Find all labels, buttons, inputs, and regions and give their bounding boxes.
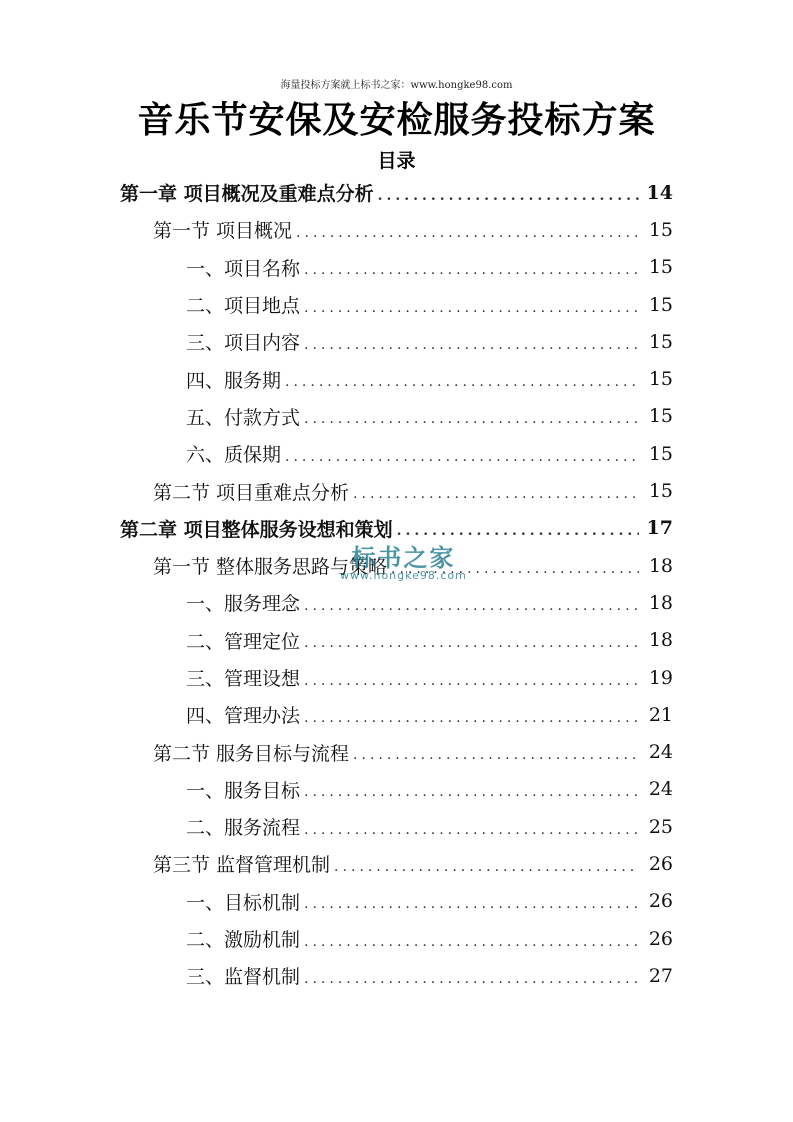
document-title: 音乐节安保及安检服务投标方案	[137, 99, 656, 141]
toc-entry-label: 四、服务期	[186, 369, 282, 392]
toc-leader-dots	[304, 630, 639, 650]
watermark	[340, 538, 467, 582]
toc-entry[interactable]	[0, 622, 793, 659]
toc-leader-dots	[353, 481, 639, 501]
toc-entry-page-number: 15	[648, 218, 673, 241]
toc-leader-dots	[304, 929, 639, 949]
toc-entry[interactable]	[0, 845, 793, 882]
toc-entry[interactable]	[0, 771, 793, 808]
toc-entry-label: 三、项目内容	[186, 332, 301, 355]
watermark-logo-text: 标书之家	[351, 544, 456, 572]
toc-entry[interactable]	[0, 920, 793, 957]
toc-leader-dots	[304, 817, 639, 837]
toc-leader-dots	[304, 779, 639, 799]
toc-leader-dots	[397, 518, 639, 538]
toc-entry-page-number: 15	[648, 405, 673, 428]
toc-entry-page-number: 26	[648, 890, 673, 913]
toc-entry-page-number: 26	[648, 852, 673, 875]
toc-heading: 目录	[377, 150, 416, 172]
toc-entry[interactable]	[0, 249, 793, 286]
toc-entry[interactable]	[0, 360, 793, 397]
toc-entry-page-number: 27	[648, 964, 673, 987]
toc-entry[interactable]	[0, 323, 793, 360]
toc-entry[interactable]	[0, 957, 793, 994]
toc-entry-page-number: 24	[648, 741, 673, 764]
toc-entry[interactable]	[0, 883, 793, 920]
toc-entry-label: 第二章 项目整体服务设想和策划	[120, 518, 393, 541]
table-of-contents	[0, 174, 793, 995]
toc-entry-label: 一、服务目标	[186, 779, 301, 802]
toc-entry-label: 一、项目名称	[186, 257, 301, 280]
toc-leader-dots	[304, 705, 639, 725]
toc-leader-dots	[378, 183, 639, 203]
toc-entry-page-number: 17	[646, 517, 673, 540]
toc-entry-page-number: 19	[648, 666, 673, 689]
toc-entry-page-number: 25	[648, 815, 673, 838]
toc-leader-dots	[304, 891, 639, 911]
toc-entry-page-number: 26	[648, 927, 673, 950]
toc-entry-label: 一、服务理念	[186, 593, 301, 616]
toc-entry-label: 二、服务流程	[186, 817, 301, 840]
toc-leader-dots	[285, 369, 639, 389]
toc-entry[interactable]	[0, 472, 793, 509]
toc-leader-dots	[304, 257, 639, 277]
toc-entry-page-number: 15	[648, 368, 673, 391]
toc-entry-label: 第二节 服务目标与流程	[153, 742, 350, 765]
toc-entry-label: 二、激励机制	[186, 929, 301, 952]
toc-entry[interactable]	[0, 808, 793, 845]
toc-entry-label: 第二节 项目重难点分析	[153, 481, 350, 504]
toc-entry-page-number: 18	[648, 554, 673, 577]
toc-entry-page-number: 21	[648, 703, 673, 726]
toc-leader-dots	[304, 332, 639, 352]
toc-leader-dots	[285, 444, 639, 464]
toc-entry-page-number: 15	[648, 256, 673, 279]
toc-entry-page-number: 15	[648, 442, 673, 465]
toc-entry[interactable]	[0, 435, 793, 472]
toc-leader-dots	[353, 742, 639, 762]
toc-entry-page-number: 18	[648, 629, 673, 652]
toc-entry-label: 第三节 监督管理机制	[153, 854, 331, 877]
toc-entry[interactable]	[0, 286, 793, 323]
toc-entry[interactable]	[0, 398, 793, 435]
toc-entry[interactable]	[0, 733, 793, 770]
toc-entry-page-number: 14	[646, 181, 673, 204]
toc-entry-label: 三、管理设想	[186, 668, 301, 690]
toc-leader-dots	[304, 593, 639, 613]
toc-entry-page-number: 15	[648, 480, 673, 503]
toc-entry-label: 第一节 整体服务思路与策略	[153, 556, 388, 579]
toc-entry-page-number: 18	[648, 591, 673, 614]
toc-entry-label: 五、付款方式	[186, 406, 301, 429]
page-header: 海量投标方案就上标书之家：www.hongke98.com	[280, 80, 513, 91]
toc-entry-page-number: 15	[648, 330, 673, 353]
toc-entry-label: 六、质保期	[186, 444, 282, 467]
toc-leader-dots	[304, 668, 639, 688]
watermark-url: www.hongke98.com	[340, 569, 467, 582]
toc-entry-label: 一、目标机制	[186, 891, 301, 914]
toc-entry[interactable]	[0, 174, 793, 211]
toc-entry-page-number: 24	[648, 778, 673, 801]
toc-leader-dots	[304, 406, 639, 426]
toc-entry-label: 二、管理定位	[186, 630, 301, 653]
toc-leader-dots	[296, 220, 639, 240]
toc-entry-label: 四、管理办法	[186, 705, 301, 728]
toc-entry[interactable]	[0, 211, 793, 248]
toc-leader-dots	[304, 295, 639, 315]
toc-entry-label: 第一节 项目概况	[153, 220, 293, 243]
toc-entry[interactable]	[0, 696, 793, 733]
toc-entry[interactable]	[0, 659, 793, 696]
toc-entry-label: 二、项目地点	[186, 295, 301, 318]
toc-leader-dots	[304, 966, 639, 986]
toc-entry-label: 第一章 项目概况及重难点分析	[120, 183, 374, 206]
toc-entry[interactable]	[0, 584, 793, 621]
toc-leader-dots	[334, 854, 639, 874]
toc-entry-label: 三、监督机制	[186, 966, 301, 989]
toc-entry-page-number: 15	[648, 293, 673, 316]
